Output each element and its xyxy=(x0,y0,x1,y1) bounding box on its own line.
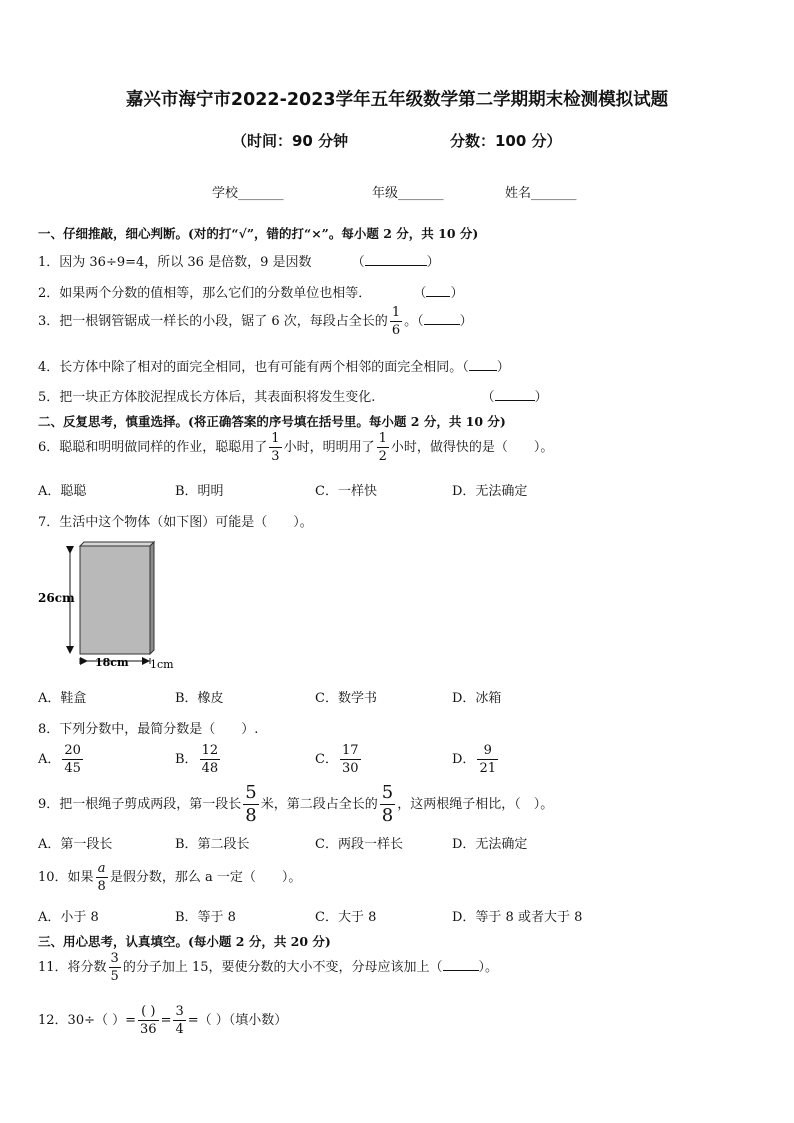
q9-option-c[interactable]: C．两段一样长 xyxy=(315,837,403,852)
book-top-face xyxy=(80,542,154,546)
fraction-1-3: $\frac{1}{3}$ xyxy=(271,431,280,464)
fraction-1-6: $\frac{1}{6}$ xyxy=(391,305,401,338)
question-9: 9．把一根绳子剪成两段，第一段长 $\frac{5}{8}$ 米，第二段占全长的 $\frac{5}{8}$ ，这两根绳子相比，（ ）。 xyxy=(38,782,554,826)
q8-option-b[interactable]: B． $\frac{12}{48}$ xyxy=(175,743,219,776)
q10-option-c[interactable]: C．大于 8 xyxy=(315,910,377,925)
question-3: 3．把一根钢管锯成一样长的小段，锯了 6 次，每段占全长的 $\frac{1}{6}$ 。（ ） xyxy=(38,305,473,338)
book-side-face xyxy=(150,542,154,654)
q7-option-c[interactable]: C．数学书 xyxy=(315,691,377,706)
height-label: 26cm xyxy=(38,591,75,605)
answer-blank-2[interactable] xyxy=(426,283,450,297)
q7-option-b[interactable]: B．橡皮 xyxy=(175,691,224,706)
q8-option-d[interactable]: D． $\frac{9}{21}$ xyxy=(452,743,496,776)
section-3-heading: 三、用心思考，认真填空。(每小题 2 分，共 20 分) xyxy=(38,934,331,949)
question-5: 5．把一块正方体胶泥捏成长方体后，其表面积将发生变化. （ ） xyxy=(38,386,548,405)
q6-option-a[interactable]: A．聪聪 xyxy=(38,484,87,499)
fraction-1-2: $\frac{1}{2}$ xyxy=(378,431,387,464)
question-4: 4．长方体中除了相对的面完全相同，也有可能有两个相邻的面完全相同。（ ） xyxy=(38,356,510,375)
question-5-text: 5．把一块正方体胶泥捏成长方体后，其表面积将发生变化. xyxy=(38,390,376,405)
exam-time: （时间：90 分钟 xyxy=(232,132,349,150)
answer-blank-4[interactable] xyxy=(469,357,497,371)
question-6: 6．聪聪和明明做同样的作业，聪聪用了 $\frac{1}{3}$ 小时，明明用了 $\frac{1}{2}$ 小时，做得快的是（ ）。 xyxy=(38,431,554,464)
fraction-3-4: $\frac{3}{4}$ xyxy=(175,1004,184,1037)
fraction-17-30: $\frac{17}{30}$ xyxy=(341,743,359,776)
width-label: 18cm xyxy=(95,656,129,669)
section-2-heading: 二、反复思考，慎重选择。(将正确答案的序号填在括号里。每小题 2 分，共 10 分) xyxy=(38,414,506,429)
question-10: 10．如果 $\frac{a}{8}$ 是假分数，那么 a 一定（ ）。 xyxy=(38,861,302,894)
q6-option-c[interactable]: C．一样快 xyxy=(315,484,377,499)
grade-field: 年级_______ xyxy=(372,186,444,201)
book-figure xyxy=(38,538,188,674)
exam-score: 分数：100 分） xyxy=(450,132,562,150)
question-12: 12．30÷（ ）= $\frac{( )}{36}$ = $\frac{3}{4}$ =（ ）（填小数） xyxy=(38,1004,288,1037)
answer-blank-3[interactable] xyxy=(424,311,460,325)
q8-option-c[interactable]: C． $\frac{17}{30}$ xyxy=(315,743,359,776)
book-front-face xyxy=(80,546,150,654)
q9-option-a[interactable]: A．第一段长 xyxy=(38,837,113,852)
q7-option-a[interactable]: A．鞋盒 xyxy=(38,691,87,706)
q10-option-b[interactable]: B．等于 8 xyxy=(175,910,236,925)
question-1: 1．因为 36÷9=4，所以 36 是倍数，9 是因数 （ ） xyxy=(38,251,440,270)
answer-blank-1[interactable] xyxy=(365,252,427,266)
question-7-text: 7．生活中这个物体（如下图）可能是（ ）。 xyxy=(38,515,313,530)
question-2: 2．如果两个分数的值相等，那么它们的分数单位也相等． （ ） xyxy=(38,282,463,301)
q9-option-d[interactable]: D．无法确定 xyxy=(452,837,528,852)
question-8-text: 8．下列分数中，最简分数是（ ）. xyxy=(38,722,259,737)
fraction-5-8-a: $\frac{5}{8}$ xyxy=(245,782,257,826)
q9-option-b[interactable]: B．第二段长 xyxy=(175,837,250,852)
fraction-12-48: $\frac{12}{48}$ xyxy=(201,743,219,776)
fraction-3-5: $\frac{3}{5}$ xyxy=(110,951,119,984)
page-title: 嘉兴市海宁市2022-2023学年五年级数学第二学期期末检测模拟试题 xyxy=(125,90,669,110)
q10-option-d[interactable]: D．等于 8 或者大于 8 xyxy=(452,910,583,925)
fraction-5-8-b: $\frac{5}{8}$ xyxy=(381,782,394,826)
depth-label: 1cm xyxy=(150,658,174,671)
name-field: 姓名_______ xyxy=(505,186,577,201)
question-11: 11．将分数 $\frac{3}{5}$ 的分子加上 15，要使分数的大小不变，分母应该加上（ ）。 xyxy=(38,951,499,984)
answer-blank-11[interactable] xyxy=(443,957,479,971)
fraction-blank-36: $\frac{( )}{36}$ xyxy=(140,1004,157,1037)
question-1-text: 1．因为 36÷9=4，所以 36 是倍数，9 是因数 xyxy=(38,255,312,270)
q10-option-a[interactable]: A．小于 8 xyxy=(38,910,99,925)
q6-option-b[interactable]: B．明明 xyxy=(175,484,224,499)
q7-option-d[interactable]: D．冰箱 xyxy=(452,691,502,706)
fraction-9-21: $\frac{9}{21}$ xyxy=(479,743,496,776)
q6-option-d[interactable]: D．无法确定 xyxy=(452,484,528,499)
section-1-heading: 一、仔细推敲，细心判断。(对的打“√”，错的打“×”。每小题 2 分，共 10 分) xyxy=(38,226,479,241)
answer-blank-5[interactable] xyxy=(495,387,535,401)
q8-option-a[interactable]: A． $\frac{20}{45}$ xyxy=(38,743,81,776)
fraction-a-8: $\frac{a}{8}$ xyxy=(97,861,106,894)
fraction-20-45: $\frac{20}{45}$ xyxy=(64,743,81,776)
school-field: 学校_______ xyxy=(212,186,284,201)
question-2-text: 2．如果两个分数的值相等，那么它们的分数单位也相等． xyxy=(38,286,372,301)
